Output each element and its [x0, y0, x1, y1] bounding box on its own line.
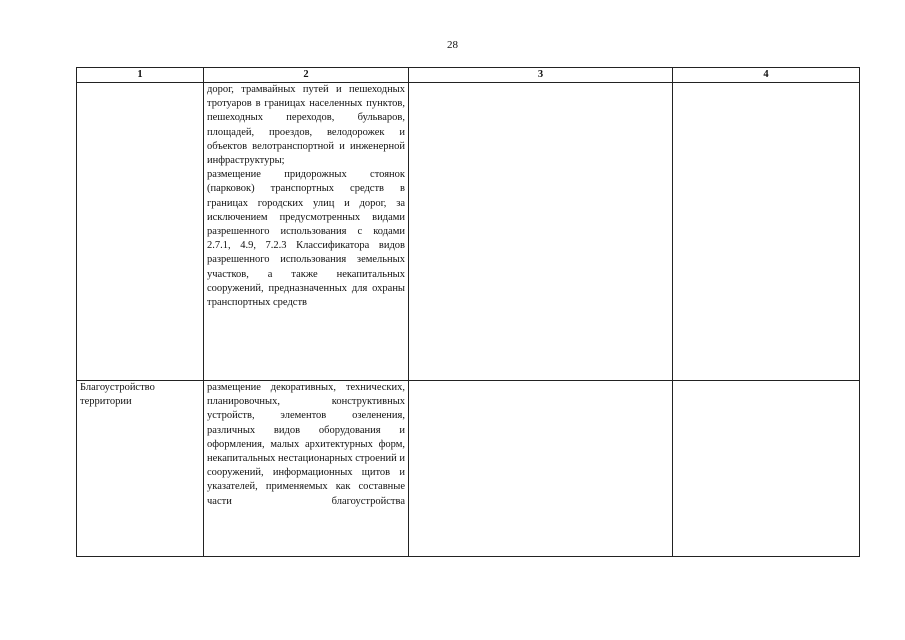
table-row	[77, 83, 860, 381]
row-name: Благоустройство территории	[80, 382, 155, 408]
column-header-4: 4	[673, 68, 860, 83]
column-header-1: 1	[77, 68, 204, 83]
table-row	[77, 381, 860, 557]
row-name-cell	[77, 83, 204, 381]
row-col4-cell	[673, 381, 860, 557]
page-number: 28	[447, 39, 458, 51]
description-paragraph: размещение придорожных стоянок (парковок) транспортных средств в границах городских улиц и дорог, за исключением предусмотренных видами разрешенного использования с кодами 2.7.1, 4.9, 7.2.3 Классификатора видов разрешенного использования земельных участков, а также некапитальных сооружений, предназначенных для охраны транспортных средств	[207, 169, 405, 309]
row-name-cell	[77, 381, 204, 557]
column-header-3: 3	[409, 68, 673, 83]
column-header-2: 2	[204, 68, 409, 83]
row-col3-cell	[409, 381, 673, 557]
row-description-cell	[204, 83, 409, 381]
row-col3-cell	[409, 83, 673, 381]
row-col4-cell	[673, 83, 860, 381]
description-paragraph: размещение декоративных, технических, планировочных, конструктивных устройств, элементов озеленения, различных видов оборудования и оформления, малых архитектурных форм, некапитальных нестационарных строений и сооружений, информационных щитов и указателей, применяемых как составные части благоустройства	[207, 382, 405, 507]
description-paragraph: дорог, трамвайных путей и пешеходных тротуаров в границах населенных пунктов, пешеходных переходов, бульваров, площадей, проездов, велодорожек и объектов велотранспортной и инженерной инфраструктуры;	[207, 84, 405, 167]
document-table	[76, 67, 860, 557]
table-header-row	[77, 68, 860, 83]
row-description-cell	[204, 381, 409, 557]
